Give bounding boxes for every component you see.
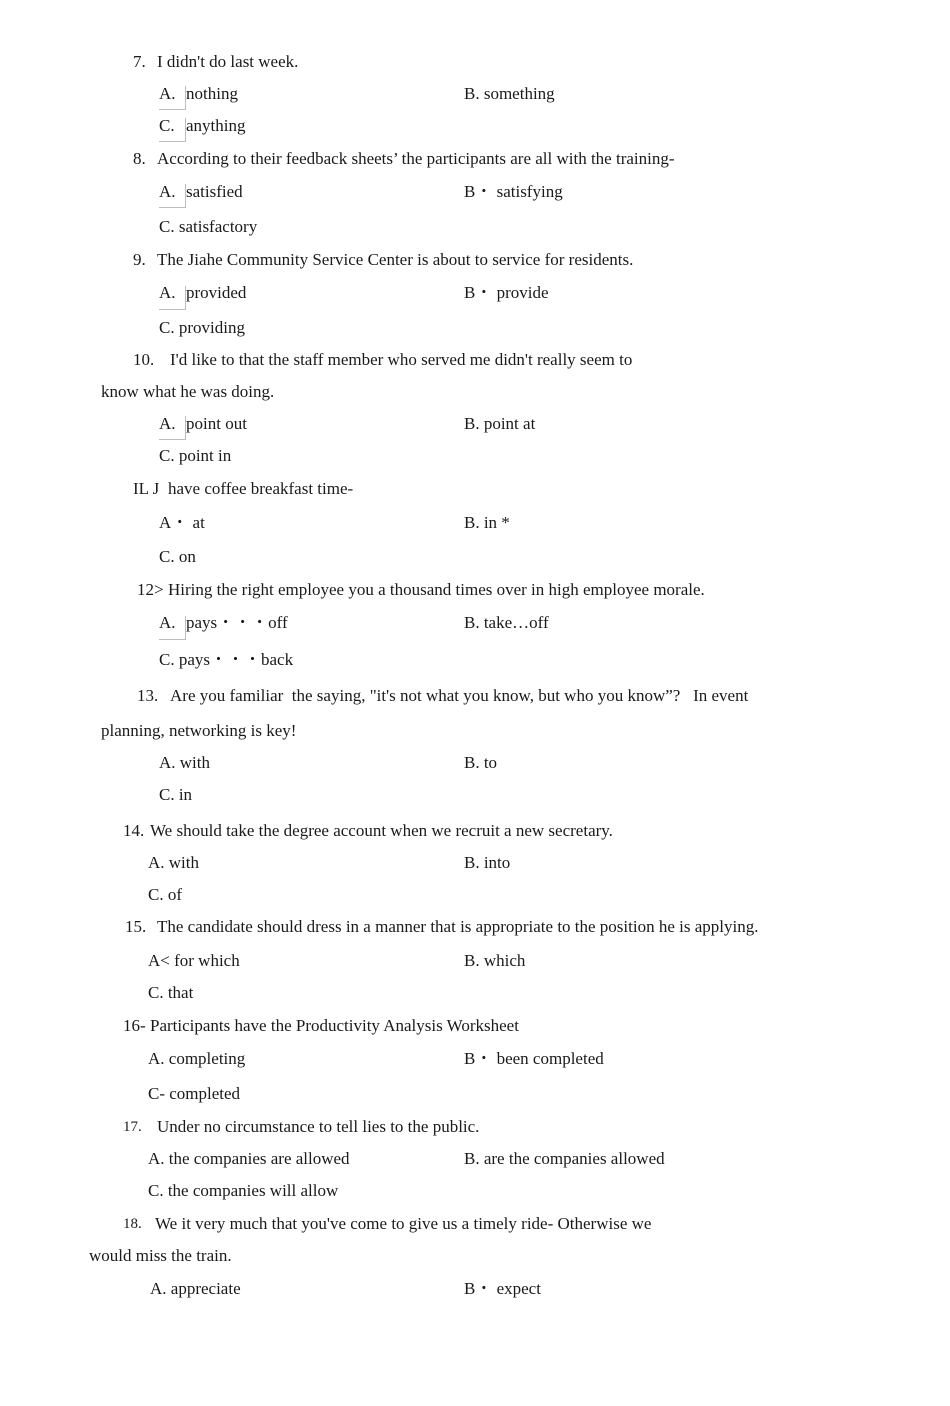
question-number: 9. (133, 250, 146, 269)
option-b: B. in * (464, 513, 510, 532)
option-b: B. to (464, 753, 498, 772)
option-c-label: C. (159, 116, 175, 135)
question-text: Participants have the Productivity Analysis Worksheet (150, 1016, 519, 1035)
question-text: The Jiahe Community Service Center is about to service for residents. (157, 250, 634, 269)
question-number: 16- (123, 1016, 146, 1035)
option-a: A. with (148, 853, 199, 872)
option-c: C. the companies will allow (148, 1181, 339, 1200)
option-c: C. providing (159, 318, 245, 337)
question-text: According to their feedback sheets’ the participants are all with the training- (157, 149, 675, 168)
question-text: We should take the degree account when we recruit a new secretary. (150, 821, 613, 840)
question-text-continued: planning, networking is key! (101, 721, 297, 740)
option-a: provided (186, 283, 247, 302)
option-a-label: A. (159, 283, 176, 302)
question-number: 7. (133, 52, 146, 71)
question-text: have coffee breakfast time- (168, 479, 354, 498)
option-a: A. the companies are allowed (148, 1149, 350, 1168)
answer-box (159, 416, 186, 440)
question-text: We it very much that you've come to give us a timely ride- Otherwise we (155, 1214, 652, 1233)
option-b: B. into (464, 853, 511, 872)
option-a: point out (186, 414, 247, 433)
option-b: B. take…off (464, 613, 549, 632)
question-text-continued: know what he was doing. (101, 382, 275, 401)
option-a: A. with (159, 753, 210, 772)
answer-box (159, 118, 186, 142)
question-number: 12> (137, 580, 164, 599)
option-c: C. pays・・・back (159, 650, 294, 669)
question-number: 13. (137, 686, 159, 705)
option-a-label: A. (159, 84, 176, 103)
option-c: anything (186, 116, 246, 135)
option-b: B・ been completed (464, 1049, 604, 1068)
question-number: 15. (125, 917, 147, 936)
option-a-label: A. (159, 613, 176, 632)
question-number: 8. (133, 149, 146, 168)
option-c: C- completed (148, 1084, 241, 1103)
question-text-continued: would miss the train. (89, 1246, 232, 1265)
answer-box (159, 86, 186, 110)
option-a-label: A. (159, 182, 176, 201)
option-c: C. of (148, 885, 182, 904)
option-a: A. completing (148, 1049, 246, 1068)
question-number: IL J (133, 479, 160, 498)
option-b: B. which (464, 951, 526, 970)
option-b: B. point at (464, 414, 536, 433)
question-number: 17. (123, 1119, 142, 1135)
option-a: A・ at (159, 513, 205, 532)
option-a: satisfied (186, 182, 243, 201)
option-b: B・ satisfying (464, 182, 563, 201)
option-a-label: A. (159, 414, 176, 433)
option-b: B. are the companies allowed (464, 1149, 665, 1168)
question-text: The candidate should dress in a manner that is appropriate to the position he is applying. (157, 917, 759, 936)
option-c: C. satisfactory (159, 217, 258, 236)
question-text: I didn't do last week. (157, 52, 299, 71)
option-a: A< for which (148, 951, 240, 970)
question-text: I'd like to that the staff member who served me didn't really seem to (170, 350, 633, 369)
option-b: B・ provide (464, 283, 549, 302)
option-c: C. in (159, 785, 193, 804)
option-a: pays・・・off (186, 613, 288, 632)
option-a: nothing (186, 84, 238, 103)
option-c: C. that (148, 983, 194, 1002)
question-text: Under no circumstance to tell lies to the public. (157, 1117, 480, 1136)
answer-box (159, 616, 186, 640)
question-number: 10. (133, 350, 155, 369)
option-b: B・ expect (464, 1279, 541, 1298)
question-text: Hiring the right employee you a thousand times over in high employee morale. (168, 580, 705, 599)
option-c: C. point in (159, 446, 232, 465)
answer-box (159, 286, 186, 310)
option-b: B. something (464, 84, 555, 103)
option-a: A. appreciate (150, 1279, 241, 1298)
option-c: C. on (159, 547, 196, 566)
question-number: 18. (123, 1216, 142, 1232)
question-text: Are you familiar the saying, "it's not what you know, but who you know”? In event (170, 686, 749, 705)
answer-box (159, 184, 186, 208)
question-number: 14. (123, 821, 145, 840)
